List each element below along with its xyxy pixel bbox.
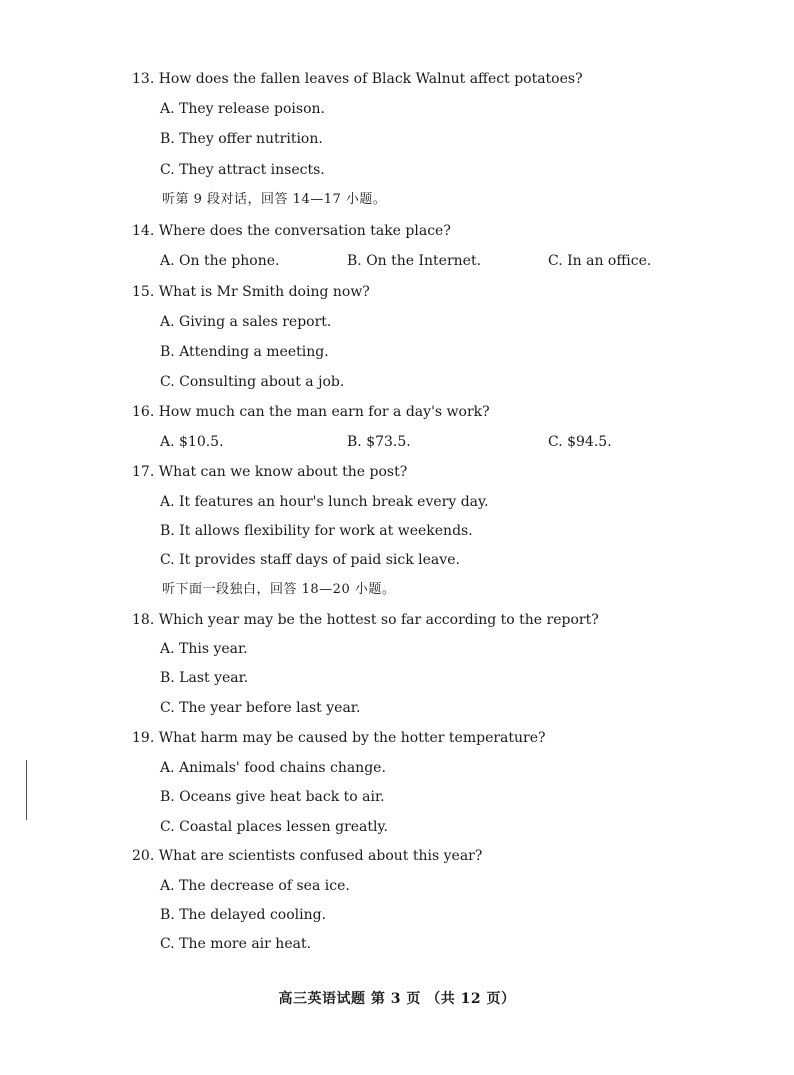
question-18-option-a: A. This year. xyxy=(160,641,248,657)
question-17-option-b: B. It allows flexibility for work at weekends. xyxy=(160,523,473,539)
question-18-option-c: C. The year before last year. xyxy=(160,700,361,716)
question-19-option-b: B. Oceans give heat back to air. xyxy=(160,789,385,805)
section-instruction-monologue: 听下面一段独白，回答 18—20 小题。 xyxy=(162,582,396,597)
question-17-option-c: C. It provides staff days of paid sick leave. xyxy=(160,552,460,568)
question-13-stem: 13. How does the fallen leaves of Black Walnut affect potatoes? xyxy=(132,71,583,87)
question-16-option-a: A. $10.5. xyxy=(160,434,224,450)
question-16-option-b: B. $73.5. xyxy=(347,434,411,450)
question-17-option-a: A. It features an hour's lunch break every day. xyxy=(160,494,489,510)
section-instruction-dialogue-9: 听第 9 段对话，回答 14—17 小题。 xyxy=(162,192,387,207)
question-13-option-b: B. They offer nutrition. xyxy=(160,131,323,147)
question-15-stem: 15. What is Mr Smith doing now? xyxy=(132,284,370,300)
question-18-option-b: B. Last year. xyxy=(160,670,249,686)
question-14-options xyxy=(160,252,680,270)
question-17-stem: 17. What can we know about the post? xyxy=(132,464,408,480)
question-13-option-a: A. They release poison. xyxy=(160,101,325,117)
question-14-option-b: B. On the Internet. xyxy=(347,253,482,269)
question-16-option-c: C. $94.5. xyxy=(548,434,612,450)
question-13-option-c: C. They attract insects. xyxy=(160,162,325,178)
question-19-option-a: A. Animals' food chains change. xyxy=(160,760,386,776)
question-16-options xyxy=(160,433,680,451)
question-20-option-c: C. The more air heat. xyxy=(160,936,312,952)
question-20-stem: 20. What are scientists confused about this year? xyxy=(132,848,483,864)
question-15-option-c: C. Consulting about a job. xyxy=(160,374,345,390)
question-20-option-b: B. The delayed cooling. xyxy=(160,907,327,923)
question-18-stem: 18. Which year may be the hottest so far according to the report? xyxy=(132,612,599,628)
question-15-option-b: B. Attending a meeting. xyxy=(160,344,329,360)
question-14-option-c: C. In an office. xyxy=(548,253,652,269)
question-15-option-a: A. Giving a sales report. xyxy=(160,314,332,330)
scan-margin-line xyxy=(26,760,27,820)
question-20-option-a: A. The decrease of sea ice. xyxy=(160,878,350,894)
page-footer: 高三英语试题 第 3 页 （共 12 页） xyxy=(278,991,516,1007)
question-19-stem: 19. What harm may be caused by the hotter temperature? xyxy=(132,730,546,746)
question-14-option-a: A. On the phone. xyxy=(160,253,280,269)
question-14-stem: 14. Where does the conversation take place? xyxy=(132,223,451,239)
question-19-option-c: C. Coastal places lessen greatly. xyxy=(160,819,389,835)
question-16-stem: 16. How much can the man earn for a day's work? xyxy=(132,404,490,420)
